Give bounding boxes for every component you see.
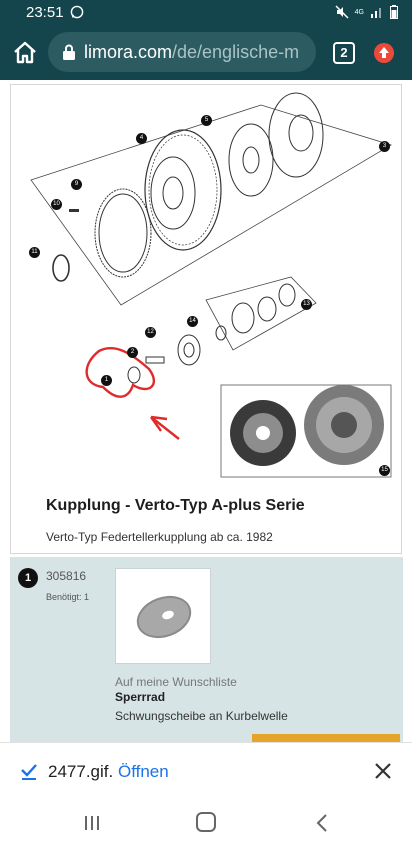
part-list-item[interactable]	[10, 557, 403, 742]
download-complete-icon	[20, 762, 38, 780]
diagram-callout-4: 4	[136, 133, 147, 144]
product-title: Kupplung - Verto-Typ A-plus Serie	[46, 497, 305, 514]
signal-icon	[370, 6, 384, 18]
diagram-callout-14: 14	[187, 316, 198, 327]
part-position-badge: 1	[18, 568, 38, 588]
diagram-callout-15: 15	[379, 465, 390, 476]
status-bar	[0, 0, 412, 26]
url-text	[84, 42, 299, 63]
network-type: 4G	[354, 8, 364, 16]
home-button-icon[interactable]	[196, 812, 216, 832]
diagram-callout-10: 10	[51, 199, 62, 210]
diagram-callout-1: 1	[101, 375, 112, 386]
diagram-callout-5: 5	[201, 115, 212, 126]
url-path: /de/englische-m	[172, 42, 300, 62]
tab-switcher-button[interactable]: 2	[333, 42, 355, 64]
part-image[interactable]	[115, 568, 211, 664]
part-quantity-needed: Benötigt: 1	[46, 592, 90, 602]
product-subtitle: Verto-Typ Federtellerkupplung ab ca. 1982	[46, 530, 273, 544]
update-icon[interactable]	[374, 43, 394, 63]
battery-icon	[390, 5, 398, 19]
diagram-callout-11: 11	[29, 247, 40, 258]
mute-icon	[335, 5, 349, 19]
diagram-callout-3: 3	[379, 141, 390, 152]
diagram-callout-13: 13	[301, 299, 312, 310]
add-to-wishlist-link[interactable]: Auf meine Wunschliste	[115, 675, 237, 689]
back-icon[interactable]	[314, 813, 330, 833]
status-icons	[335, 5, 398, 19]
open-download-button[interactable]: Öffnen	[117, 762, 169, 781]
diagram-callout-12: 12	[145, 327, 156, 338]
home-icon[interactable]	[12, 40, 38, 66]
download-filename: 2477.gif.	[48, 762, 114, 781]
status-time: 23:51	[26, 4, 64, 21]
locking-wheel-photo	[116, 569, 212, 665]
part-sku[interactable]: 305816	[46, 569, 87, 583]
part-description: Schwungscheibe an Kurbelwelle	[115, 709, 288, 723]
recent-apps-icon[interactable]	[82, 814, 102, 832]
url-domain: limora.com	[84, 42, 173, 62]
browser-toolbar	[0, 26, 412, 80]
page-content	[0, 80, 412, 742]
download-message	[48, 762, 169, 782]
system-navigation-bar	[0, 800, 412, 846]
close-icon[interactable]	[374, 762, 392, 780]
part-name: Sperrrad	[115, 690, 166, 704]
diagram-callout-2: 2	[127, 347, 138, 358]
whatsapp-icon	[70, 5, 84, 19]
exploded-view-drawing	[11, 85, 403, 485]
clutch-diagram[interactable]	[10, 84, 402, 554]
lock-icon	[62, 44, 76, 60]
download-snackbar	[0, 742, 412, 800]
address-bar[interactable]	[48, 32, 316, 72]
diagram-callout-9: 9	[71, 179, 82, 190]
